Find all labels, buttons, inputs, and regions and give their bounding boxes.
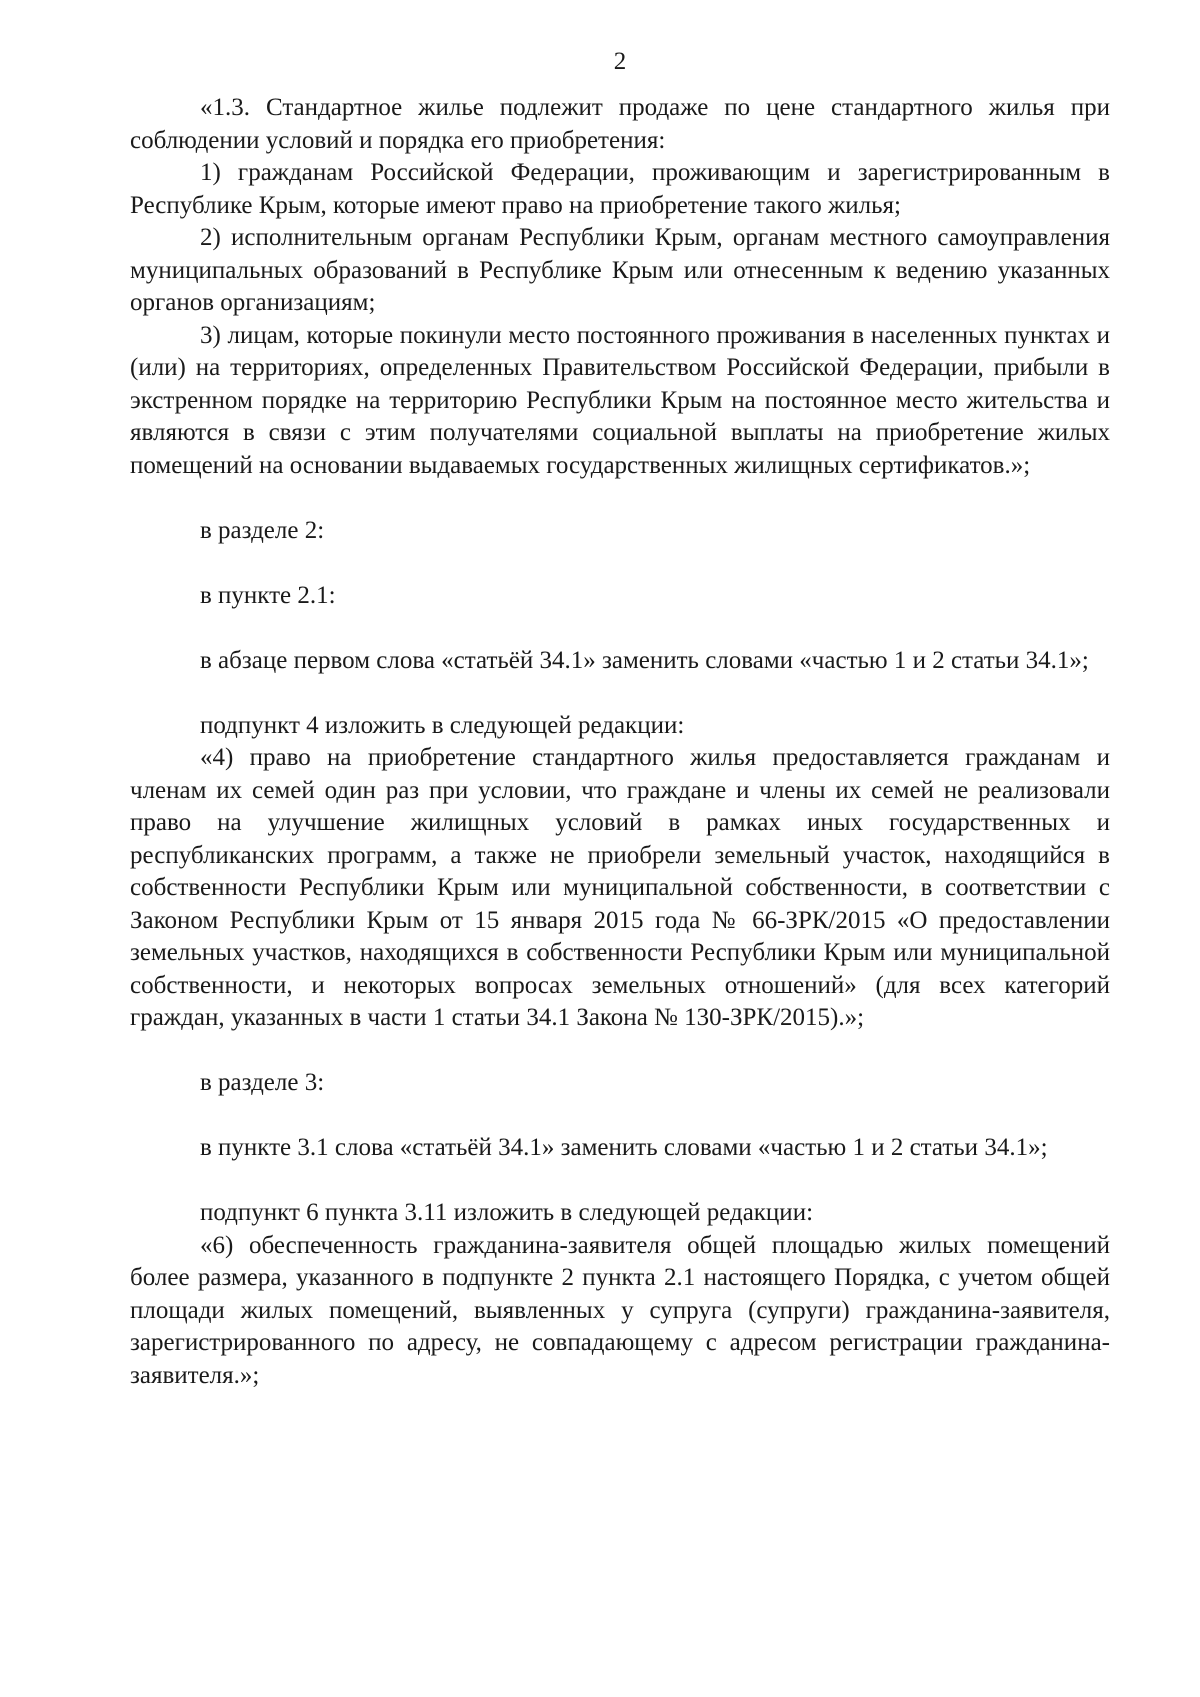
paragraph-first-abzac: в абзаце первом слова «статьёй 34.1» заменить словами «частью 1 и 2 статьи 34.1»; — [200, 646, 1089, 674]
paragraph-subpoint-4-text: «4) право на приобретение стандартного жилья предоставляется гражданам и членам их семей один раз при условии, что граждане и члены их семей не реализовали право на улучшение жилищных условий в рамках иных государственных и республиканских программ, а также не приобрели земельный участок, находящийся в собственности Республики Крым или муниципальной собственности, в соответствии с Законом Республики Крым от 15 января 2015 года № 66-ЗРК/2015 «О предоставлении земельных участков, находящихся в собственности Республики Крым или муниципальной собственности, и некоторых вопросах земельных отношений» (для всех категорий граждан, указанных в части 1 статьи 34.1 Закона № 130-ЗРК/2015).»; — [130, 744, 1110, 1031]
paragraph-item-1: 1) гражданам Российской Федерации, проживающим и зарегистрированным в Республике Крым, которые имеют право на приобретение такого жилья; — [130, 159, 1110, 219]
paragraph-item-2: 2) исполнительным органам Республики Крым, органам местного самоуправления муниципальных образований в Республике Крым или отнесенным к ведению указанных органов организациям; — [130, 224, 1110, 316]
paragraph-subpoint-4-intro: подпункт 4 изложить в следующей редакции: — [200, 711, 685, 739]
paragraph-section-2: в разделе 2: — [200, 516, 325, 544]
paragraph-point-3-1: в пункте 3.1 слова «статьёй 34.1» заменить словами «частью 1 и 2 статьи 34.1»; — [200, 1134, 1048, 1161]
paragraph-point-2-1: в пункте 2.1: — [200, 581, 336, 609]
paragraph-subpoint-6-intro: подпункт 6 пункта 3.11 изложить в следующей редакции: — [200, 1199, 814, 1226]
document-page — [130, 46, 1110, 1392]
paragraph-section-3: в разделе 3: — [200, 1069, 325, 1096]
paragraph-1-3: «1.3. Стандартное жилье подлежит продаже по цене стандартного жилья при соблюдении условий и порядка его приобретения: — [130, 94, 1110, 154]
paragraph-item-3: 3) лицам, которые покинули место постоянного проживания в населенных пунктах и (или) на территориях, определенных Правительством Российской Федерации, прибыли в экстренном порядке на территорию Республики Крым на постоянное место жительства и являются в связи с этим получателями социальной выплаты на приобретение жилых помещений на основании выдаваемых государственных жилищных сертификатов.»; — [130, 321, 1110, 479]
page-number: 2 — [613, 48, 627, 75]
paragraph-subpoint-6-text: «6) обеспеченность гражданина-заявителя общей площадью жилых помещений более размера, указанного в подпункте 2 пункта 2.1 настоящего Порядка, с учетом общей площади жилых помещений, выявленных у супруга (супруги) гражданина-заявителя, зарегистрированного по адресу, не совпадающему с адресом регистрации гражданина-заявителя.»; — [130, 1231, 1110, 1389]
